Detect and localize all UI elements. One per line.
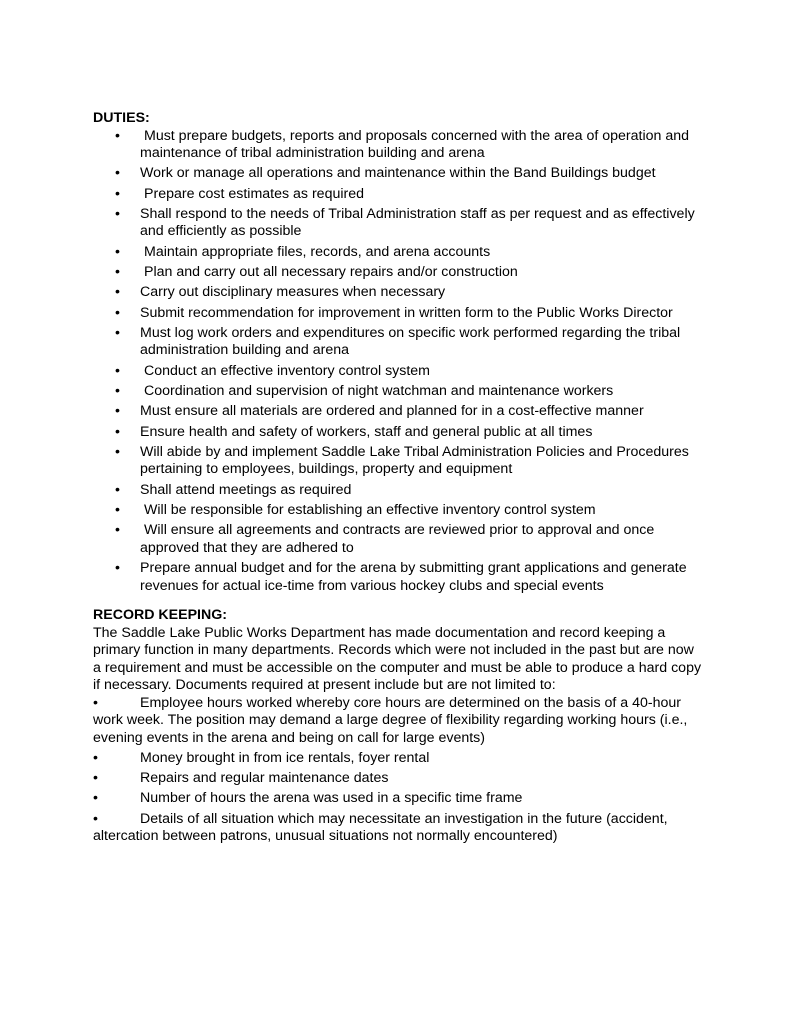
bullet-icon: •: [115, 304, 120, 321]
duty-item: [93, 128, 703, 163]
record-item: [93, 750, 703, 768]
duty-text: Must prepare budgets, reports and proposals concerned with the area of operation and maintenance of tribal administration building and arena: [140, 127, 689, 161]
record-keeping-heading: RECORD KEEPING:: [93, 607, 228, 624]
record-text: Number of hours the arena was used in a specific time frame: [140, 790, 523, 807]
record-item: [93, 811, 703, 846]
bullet-icon: •: [115, 324, 120, 341]
duty-text: Will abide by and implement Saddle Lake Tribal Administration Policies and Procedures pertaining to employees, buildings, property and equipment: [140, 443, 689, 478]
duty-text: Work or manage all operations and maintenance within the Band Buildings budget: [140, 165, 656, 182]
bullet-icon: •: [115, 263, 120, 280]
duty-item: [93, 424, 703, 442]
duty-text: Must log work orders and expenditures on specific work performed regarding the tribal administration building and arena: [140, 324, 681, 359]
duty-item: [93, 482, 703, 500]
duty-item: [93, 444, 703, 479]
duty-item: [93, 522, 703, 557]
duty-item: [93, 206, 703, 241]
duties-heading: DUTIES:: [93, 110, 150, 126]
bullet-icon: •: [93, 790, 98, 807]
bullet-icon: •: [115, 205, 120, 222]
duty-item: [93, 502, 703, 520]
bullet-icon: •: [115, 185, 120, 202]
record-text: Details of all situation which may necessitate an investigation in the future (accident, altercation between patrons, unusual situations not normally encountered): [93, 810, 668, 845]
duties-list: [93, 128, 703, 596]
duty-text: Must ensure all materials are ordered and planned for in a cost-effective manner: [140, 403, 644, 420]
duty-text: Will ensure all agreements and contracts are reviewed prior to approval and once approved that they are adhered to: [140, 522, 655, 556]
duty-item: [93, 244, 703, 262]
bullet-icon: •: [115, 560, 120, 577]
duty-item: [93, 305, 703, 323]
record-text: Money brought in from ice rentals, foyer rental: [140, 749, 430, 766]
duty-text: Submit recommendation for improvement in written form to the Public Works Director: [140, 304, 673, 321]
duty-text: Carry out disciplinary measures when necessary: [140, 284, 446, 301]
bullet-icon: •: [115, 522, 120, 539]
records-list: [93, 695, 703, 846]
bullet-icon: •: [115, 403, 120, 420]
duty-text: Prepare cost estimates as required: [144, 185, 365, 202]
bullet-icon: •: [93, 694, 98, 711]
duty-text: Plan and carry out all necessary repairs and/or construction: [144, 263, 518, 280]
duty-text: Shall respond to the needs of Tribal Administration staff as per request and as effectively and efficiently as possible: [140, 205, 695, 240]
bullet-icon: •: [115, 423, 120, 440]
record-item: [93, 790, 703, 808]
duty-item: [93, 403, 703, 421]
duty-text: Prepare annual budget and for the arena by submitting grant applications and generate revenues for actual ice-time from various hockey clubs and special events: [140, 560, 687, 594]
bullet-icon: •: [115, 501, 120, 518]
bullet-icon: •: [93, 749, 98, 766]
duty-text: Coordination and supervision of night watchman and maintenance workers: [144, 382, 614, 399]
duty-item: [93, 284, 703, 302]
duty-item: [93, 186, 703, 204]
bullet-icon: •: [115, 165, 120, 182]
bullet-icon: •: [115, 443, 120, 460]
record-text: Employee hours worked whereby core hours are determined on the basis of a 40-hour work week. The position may demand a large degree of flexibility regarding working hours (i.e., evening events in the arena and being on call for large events): [93, 694, 688, 746]
bullet-icon: •: [115, 382, 120, 399]
duty-item: [93, 264, 703, 282]
duty-item: [93, 325, 703, 360]
bullet-icon: •: [115, 362, 120, 379]
record-item: [93, 770, 703, 788]
duty-text: Conduct an effective inventory control system: [144, 362, 430, 379]
duty-item: [93, 560, 703, 595]
bullet-icon: •: [115, 284, 120, 301]
document-page: [93, 110, 703, 849]
bullet-icon: •: [115, 127, 120, 144]
record-item: [93, 695, 703, 748]
record-text: Repairs and regular maintenance dates: [140, 770, 389, 787]
bullet-icon: •: [93, 810, 98, 827]
duty-text: Ensure health and safety of workers, staff and general public at all times: [140, 423, 593, 440]
duty-item: [93, 165, 703, 183]
duty-item: [93, 383, 703, 401]
bullet-icon: •: [115, 481, 120, 498]
bullet-icon: •: [115, 243, 120, 260]
bullet-icon: •: [93, 770, 98, 787]
duty-item: [93, 363, 703, 381]
duty-text: Shall attend meetings as required: [140, 481, 352, 498]
record-keeping-paragraph: The Saddle Lake Public Works Department has made documentation and record keeping a primary function in many departments. Records which were not included in the past but are now a requirement and must be accessible on the computer and must be able to produce a hard copy if necessary. Documents required at present include but are not limited to:: [93, 624, 702, 694]
duty-text: Maintain appropriate files, records, and arena accounts: [144, 243, 491, 260]
duty-text: Will be responsible for establishing an effective inventory control system: [144, 501, 596, 518]
